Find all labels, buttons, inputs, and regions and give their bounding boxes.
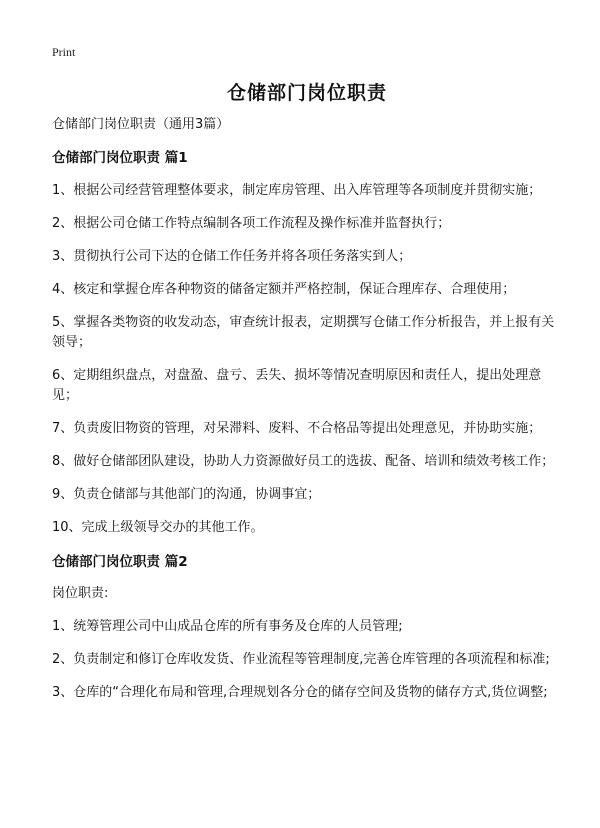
list-item: 6、定期组织盘点，对盘盈、盘亏、丢失、损坏等情况查明原因和责任人，提出处理意见；: [52, 368, 542, 403]
list-item: 4、核定和掌握仓库各种物资的储备定额并严格控制，保证合理库存、合理使用；: [52, 282, 516, 297]
list-item: 9、负责仓储部与其他部门的沟通，协调事宜；: [52, 487, 321, 502]
list-item: 3、贯彻执行公司下达的仓储工作任务并将各项任务落实到人；: [52, 249, 412, 264]
list-item: 3、仓库的“合理化布局和管理,合理规划各分仓的储存空间及货物的储存方式,货位调整;: [52, 685, 548, 700]
section-1-list: [52, 181, 562, 538]
section-heading-1: 仓储部门岗位职责 篇1: [52, 150, 188, 166]
list-item: 10、完成上级领导交办的其他工作。: [52, 520, 264, 535]
list-item: 1、统筹管理公司中山成品仓库的所有事务及仓库的人员管理;: [52, 619, 403, 634]
document-subtitle: 仓储部门岗位职责（通用3篇）: [52, 117, 230, 132]
print-link[interactable]: Print: [52, 45, 76, 59]
list-item: 1、根据公司经营管理整体要求，制定库房管理、出入库管理等各项制度并贯彻实施；: [52, 183, 542, 198]
list-item: 7、负责废旧物资的管理，对呆滞料、废料、不合格品等提出处理意见，并协助实施；: [52, 421, 542, 436]
list-item: 2、负责制定和修订仓库收发货、作业流程等管理制度,完善仓库管理的各项流程和标准;: [52, 652, 550, 667]
page-title: 仓储部门岗位职责: [226, 82, 387, 104]
list-item: 2、根据公司仓储工作特点编制各项工作流程及操作标准并监督执行；: [52, 216, 451, 231]
document-page: [52, 44, 562, 703]
list-item: 8、做好仓储部团队建设，协助人力资源做好员工的选拔、配备、培训和绩效考核工作；: [52, 454, 555, 469]
list-item: 5、掌握各类物资的收发动态，审查统计报表，定期撰写仓储工作分析报告，并上报有关领导；: [52, 315, 555, 350]
section-2-list: [52, 617, 562, 703]
section-2-intro: 岗位职责:: [52, 586, 109, 601]
section-heading-2: 仓储部门岗位职责 篇2: [52, 554, 188, 570]
